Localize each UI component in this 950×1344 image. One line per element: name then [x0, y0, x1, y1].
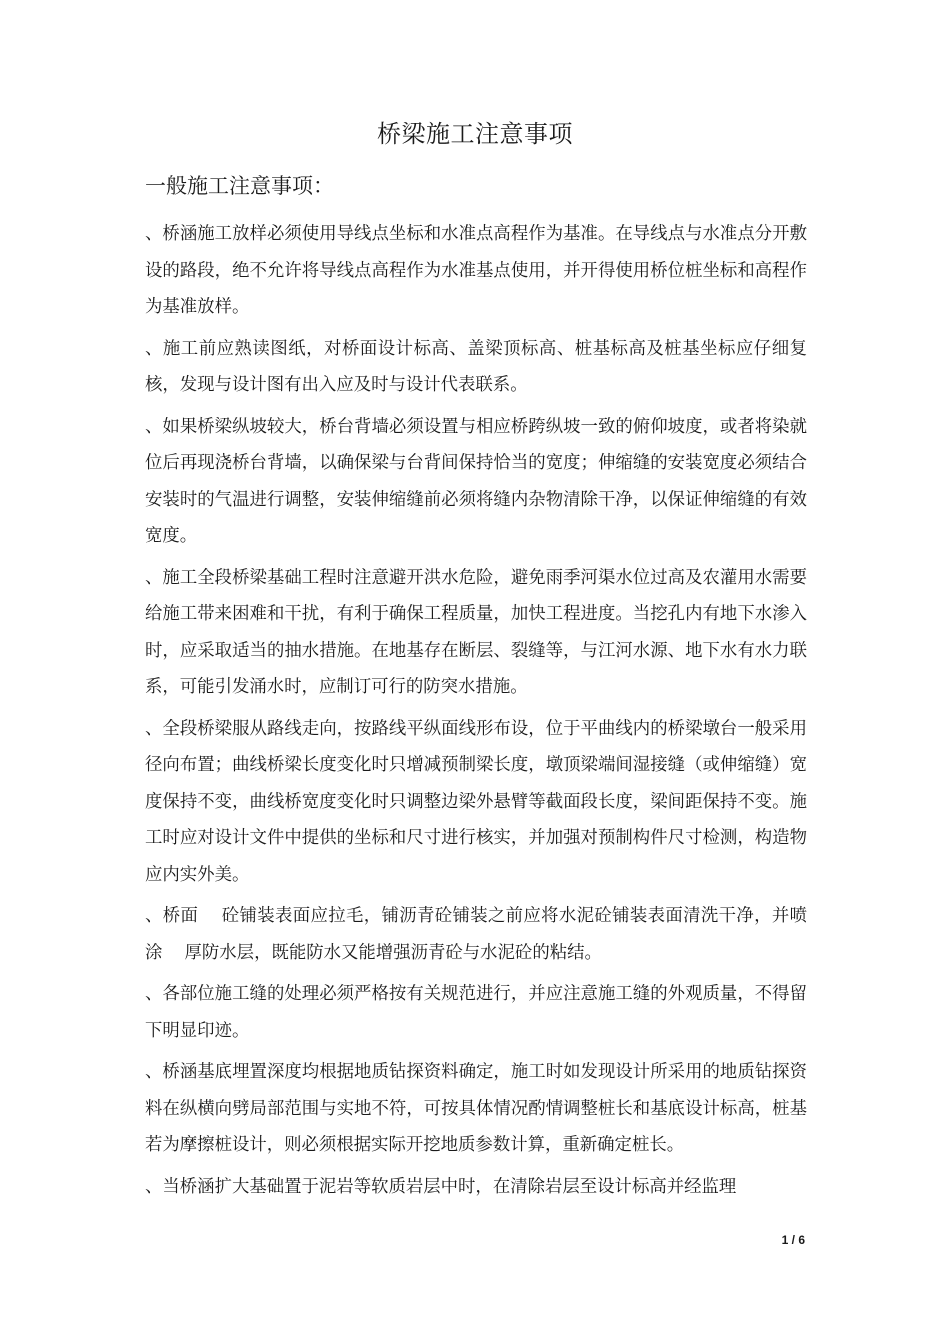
paragraph-6: 、桥面 砼铺装表面应拉毛，铺沥青砼铺装之前应将水泥砼铺装表面清洗干净，并喷涂 厚防水层，既能防水又能增强沥青砼与水泥砼的粘结。	[145, 906, 807, 963]
paragraph-8: 、桥涵基底埋置深度均根据地质钻探资料确定，施工时如发现设计所采用的地质钻探资料在纵横向劈局部范围与实地不符，可按具体情况酌情调整桩长和基底设计标高，桩基若为摩擦桩设计，则必须根据实际开挖地质参数计算，重新确定桩长。	[145, 1062, 807, 1155]
paragraph-1: 、桥涵施工放样必须使用导线点坐标和水准点高程作为基准。在导线点与水准点分开敷设的路段，绝不允许将导线点高程作为水准基点使用，并开得使用桥位桩坐标和高程作为基准放样。	[145, 224, 807, 317]
paragraph-9: 、当桥涵扩大基础置于泥岩等软质岩层中时，在清除岩层至设计标高并经监理	[145, 1176, 737, 1197]
document-title: 桥梁施工注意事项	[377, 120, 573, 148]
page-number: 1 / 6	[781, 1233, 805, 1247]
section-heading: 一般施工注意事项：	[145, 174, 334, 198]
paragraph-5: 、全段桥梁服从路线走向，按路线平纵面线形布设，位于平曲线内的桥梁墩台一般采用径向布置；曲线桥梁长度变化时只增减预制梁长度，墩顶梁端间湿接缝（或伸缩缝）宽度保持不变，曲线桥宽度变化时只调整边梁外悬臂等截面段长度，梁间距保持不变。施工时应对设计文件中提供的坐标和尺寸进行核实，并加强对预制构件尺寸检测，构造物应内实外美。	[145, 718, 807, 885]
document-body	[145, 216, 807, 1210]
paragraph-4: 、施工全段桥梁基础工程时注意避开洪水危险，避免雨季河渠水位过高及农灌用水需要给施工带来困难和干扰，有利于确保工程质量，加快工程进度。当挖孔内有地下水渗入时，应采取适当的抽水措施。在地基存在断层、裂缝等，与江河水源、地下水有水力联系，可能引发涌水时，应制订可行的防突水措施。	[145, 567, 807, 697]
paragraph-7: 、各部位施工缝的处理必须严格按有关规范进行，并应注意施工缝的外观质量，不得留下明显印迹。	[145, 984, 807, 1041]
paragraph-3: 、如果桥梁纵坡较大，桥台背墙必须设置与相应桥跨纵坡一致的俯仰坡度，或者将染就位后再现浇桥台背墙，以确保梁与台背间保持恰当的宽度；伸缩缝的安装宽度必须结合安装时的气温进行调整，安装伸缩缝前必须将缝内杂物清除干净，以保证伸缩缝的有效宽度。	[145, 416, 807, 546]
paragraph-2: 、施工前应熟读图纸，对桥面设计标高、盖梁顶标高、桩基标高及桩基坐标应仔细复核，发现与设计图有出入应及时与设计代表联系。	[145, 338, 807, 395]
